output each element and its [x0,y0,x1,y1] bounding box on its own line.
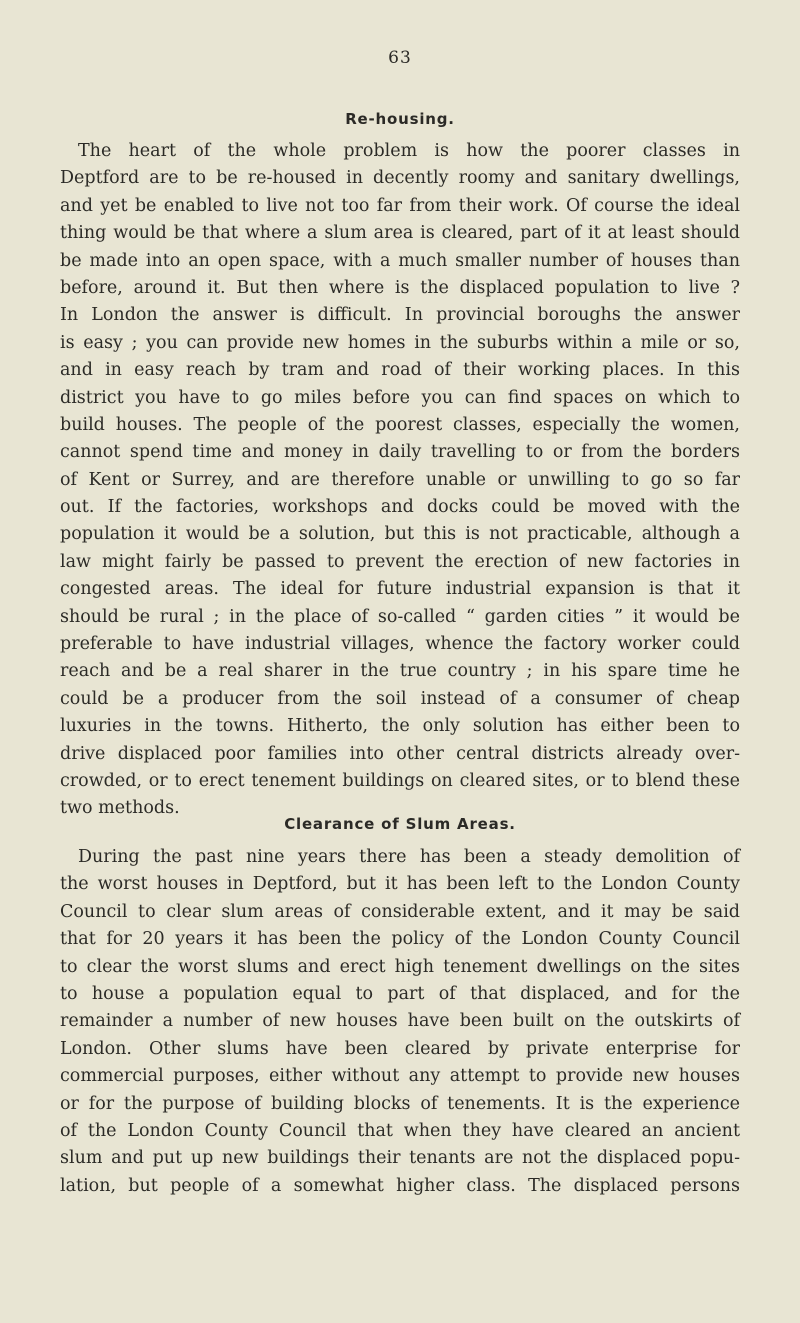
text-line: out. If the factories, workshops and docks could be moved with the [60,497,740,518]
text-line: be made into an open space, with a much smaller number of houses than [60,250,740,271]
text-line: population it would be a solution, but this is not practicable, although a [60,524,740,545]
text-line: to clear the worst slums and erect high tenement dwellings on the sites [60,956,740,977]
text-line: lation, but people of a somewhat higher class. The displaced persons [60,1175,740,1196]
paragraph-rehousing [60,138,740,823]
text-line: reach and be a real sharer in the true country ; in his spare time he [60,661,740,682]
section-heading-rehousing: Re-housing. [345,110,455,128]
section-heading-slum-clearance: Clearance of Slum Areas. [284,815,516,833]
text-line: drive displaced poor families into other central districts already over- [60,743,740,764]
paragraph-slum-clearance [60,844,740,1200]
text-line: that for 20 years it has been the policy of the London County Council [60,929,740,950]
text-line: and yet be enabled to live not too far from their work. Of course the ideal [60,195,740,216]
text-line: law might fairly be passed to prevent the erection of new factories in [60,551,740,572]
text-line: or for the purpose of building blocks of tenements. It is the experience [60,1093,740,1114]
text-line: crowded, or to erect tenement buildings on cleared sites, or to blend these [60,770,740,791]
text-line: district you have to go miles before you can find spaces on which to [60,387,740,408]
text-line: remainder a number of new houses have been built on the outskirts of [60,1011,740,1032]
text-line: slum and put up new buildings their tenants are not the displaced popu- [60,1148,740,1169]
text-line: In London the answer is difficult. In provincial boroughs the answer [60,305,740,326]
text-line: cannot spend time and money in daily travelling to or from the borders [60,442,740,463]
text-line: should be rural ; in the place of so-called “ garden cities ” it would be [60,606,740,627]
text-line: preferable to have industrial villages, whence the factory worker could [60,634,740,655]
text-line: thing would be that where a slum area is cleared, part of it at least should [60,223,740,244]
text-line: commercial purposes, either without any attempt to provide new houses [60,1066,740,1087]
text-line: Council to clear slum areas of considerable extent, and it may be said [60,901,740,922]
text-line: of Kent or Surrey, and are therefore unable or unwilling to go so far [60,469,740,490]
text-line: and in easy reach by tram and road of their working places. In this [60,360,740,381]
text-line: two methods. [60,798,180,819]
text-line: of the London County Council that when they have cleared an ancient [60,1120,740,1141]
text-line: build houses. The people of the poorest classes, especially the women, [60,414,740,435]
text-line: During the past nine years there has been a steady demolition of [78,847,740,867]
text-line: before, around it. But then where is the displaced population to live ? [60,277,740,298]
text-line: Deptford are to be re-housed in decently roomy and sanitary dwellings, [60,168,740,189]
page-number: 63 [388,48,412,68]
text-line: The heart of the whole problem is how the poorer classes in [78,141,740,161]
text-line: the worst houses in Deptford, but it has been left to the London County [60,874,740,895]
text-line: is easy ; you can provide new homes in the suburbs within a mile or so, [60,332,740,353]
text-line: could be a producer from the soil instead of a consumer of cheap [60,688,740,709]
text-line: to house a population equal to part of that displaced, and for the [60,983,740,1004]
text-line: luxuries in the towns. Hitherto, the only solution has either been to [60,716,740,737]
text-line: London. Other slums have been cleared by private enterprise for [60,1038,740,1059]
text-line: congested areas. The ideal for future industrial expansion is that it [60,579,740,600]
